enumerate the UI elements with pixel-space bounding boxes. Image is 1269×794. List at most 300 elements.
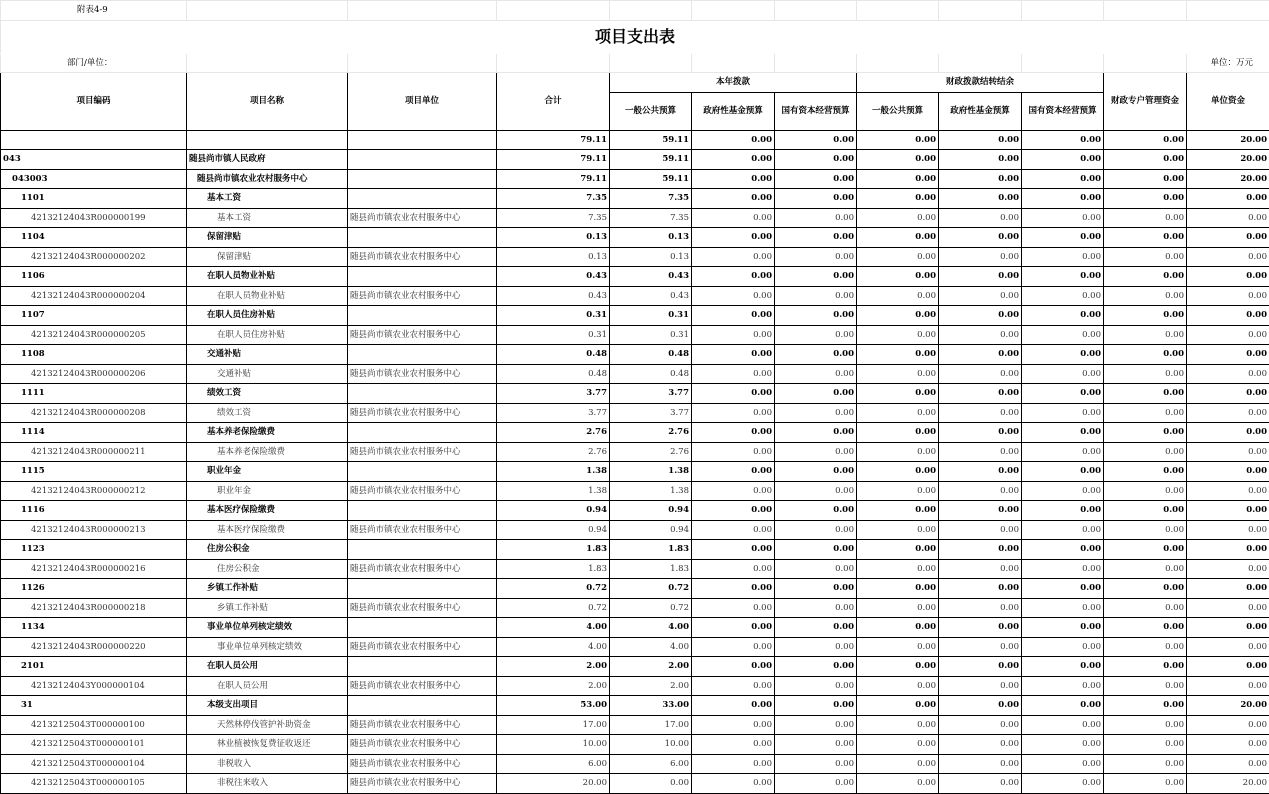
cell-name: 交通补贴	[187, 364, 348, 384]
cell-amount: 0.00	[775, 598, 857, 618]
cell-amount: 0.00	[857, 559, 939, 579]
cell-amount: 0.00	[939, 657, 1022, 677]
cell-code: 42132124043R000000211	[1, 442, 187, 462]
cell-amount: 0.00	[1104, 754, 1187, 774]
cell-amount: 0.00	[775, 520, 857, 540]
cell-amount: 0.00	[1104, 247, 1187, 267]
cell-amount: 0.00	[857, 657, 939, 677]
cell-amount: 0.00	[1187, 462, 1269, 482]
cell-amount: 0.00	[1022, 754, 1104, 774]
cell-amount: 0.00	[1022, 715, 1104, 735]
cell-amount: 0.00	[939, 306, 1022, 326]
cell-amount: 0.00	[939, 442, 1022, 462]
cell-amount: 0.00	[1104, 442, 1187, 462]
cell-amount: 0.00	[692, 520, 775, 540]
cell-code: 043003	[1, 169, 187, 189]
cell-unit: 随县尚市镇农业农村服务中心	[348, 676, 497, 696]
cell-amount: 0.00	[857, 189, 939, 209]
cell-amount: 0.00	[1104, 462, 1187, 482]
table-row	[1, 637, 1269, 657]
cell-amount: 0.00	[857, 579, 939, 599]
cell-code: 42132125043T000000105	[1, 774, 187, 794]
cell-amount: 0.00	[857, 696, 939, 716]
cell-code: 2101	[1, 657, 187, 677]
table-row	[1, 696, 1269, 716]
cell-code: 42132124043R000000220	[1, 637, 187, 657]
cell-code: 1104	[1, 228, 187, 248]
cell-name: 事业单位单列核定绩效	[187, 618, 348, 638]
header-g1-fund: 政府性基金预算	[692, 92, 775, 130]
dept-label: 部门/单位：	[1, 53, 187, 73]
cell-amount: 0.94	[610, 501, 692, 521]
cell-amount: 0.00	[1022, 462, 1104, 482]
cell-amount: 0.00	[857, 442, 939, 462]
cell-name: 乡镇工作补贴	[187, 579, 348, 599]
cell-amount: 0.00	[692, 364, 775, 384]
cell-amount: 53.00	[497, 696, 610, 716]
cell-amount: 2.76	[497, 442, 610, 462]
cell-amount: 0.00	[1187, 442, 1269, 462]
cell-amount: 0.72	[610, 598, 692, 618]
cell-name: 在职人员住房补贴	[187, 306, 348, 326]
cell-amount: 79.11	[497, 130, 610, 150]
cell-amount: 0.00	[1187, 403, 1269, 423]
table-row	[1, 384, 1269, 404]
cell-amount: 0.00	[775, 637, 857, 657]
cell-amount: 0.00	[775, 345, 857, 365]
cell-amount: 0.00	[692, 501, 775, 521]
cell-amount: 0.72	[497, 579, 610, 599]
cell-amount: 79.11	[497, 169, 610, 189]
cell-amount: 0.00	[939, 403, 1022, 423]
cell-code: 42132125043T000000101	[1, 735, 187, 755]
table-row	[1, 618, 1269, 638]
cell-code: 42132124043R000000218	[1, 598, 187, 618]
cell-amount: 0.00	[775, 169, 857, 189]
table-row	[1, 676, 1269, 696]
cell-amount: 0.00	[1187, 540, 1269, 560]
cell-name: 绩效工资	[187, 384, 348, 404]
cell-amount: 0.00	[1104, 325, 1187, 345]
cell-amount: 0.00	[857, 228, 939, 248]
cell-name: 保留津贴	[187, 247, 348, 267]
cell-amount: 0.00	[1187, 559, 1269, 579]
cell-amount: 0.00	[1022, 286, 1104, 306]
cell-unit: 随县尚市镇农业农村服务中心	[348, 286, 497, 306]
cell-amount: 20.00	[1187, 169, 1269, 189]
cell-amount: 6.00	[610, 754, 692, 774]
cell-amount: 0.00	[1022, 618, 1104, 638]
cell-amount: 0.00	[1104, 403, 1187, 423]
cell-amount: 0.48	[610, 364, 692, 384]
cell-amount: 0.00	[857, 462, 939, 482]
table-row	[1, 754, 1269, 774]
cell-unit	[348, 169, 497, 189]
cell-amount: 0.00	[1022, 520, 1104, 540]
cell-amount: 0.31	[497, 325, 610, 345]
cell-unit	[348, 150, 497, 170]
cell-amount: 0.00	[775, 754, 857, 774]
cell-code: 1114	[1, 423, 187, 443]
cell-amount: 17.00	[497, 715, 610, 735]
cell-amount: 0.00	[692, 442, 775, 462]
cell-amount: 0.43	[497, 286, 610, 306]
cell-amount: 0.00	[1022, 735, 1104, 755]
cell-name: 非税往来收入	[187, 774, 348, 794]
cell-code: 1101	[1, 189, 187, 209]
cell-code: 42132124043R000000204	[1, 286, 187, 306]
cell-amount: 0.00	[939, 384, 1022, 404]
cell-amount: 0.00	[939, 774, 1022, 794]
cell-name	[187, 130, 348, 150]
cell-amount: 0.00	[939, 364, 1022, 384]
cell-unit: 随县尚市镇农业农村服务中心	[348, 754, 497, 774]
cell-amount: 0.00	[775, 501, 857, 521]
table-row	[1, 442, 1269, 462]
cell-amount: 2.76	[610, 423, 692, 443]
table-row	[1, 579, 1269, 599]
cell-name: 在职人员物业补贴	[187, 286, 348, 306]
cell-amount: 0.00	[1104, 189, 1187, 209]
cell-amount: 1.38	[497, 462, 610, 482]
cell-amount: 0.00	[939, 345, 1022, 365]
cell-amount: 0.00	[1187, 423, 1269, 443]
cell-amount: 0.00	[775, 403, 857, 423]
cell-amount: 0.00	[775, 481, 857, 501]
cell-unit	[348, 579, 497, 599]
cell-amount: 2.00	[497, 676, 610, 696]
table-row	[1, 247, 1269, 267]
cell-unit	[348, 462, 497, 482]
cell-amount: 0.00	[857, 676, 939, 696]
cell-amount: 0.00	[1022, 657, 1104, 677]
cell-amount: 0.00	[775, 774, 857, 794]
header-code: 项目编码	[1, 73, 187, 131]
cell-amount: 0.00	[857, 384, 939, 404]
cell-name: 在职人员住房补贴	[187, 325, 348, 345]
cell-amount: 1.38	[497, 481, 610, 501]
cell-amount: 0.00	[1187, 618, 1269, 638]
cell-amount: 0.00	[939, 208, 1022, 228]
cell-amount: 0.00	[775, 715, 857, 735]
cell-amount: 0.00	[1104, 540, 1187, 560]
attachment-label: 附表4-9	[1, 1, 187, 21]
cell-amount: 1.83	[497, 540, 610, 560]
header-own-funds: 单位资金	[1187, 73, 1269, 131]
cell-unit: 随县尚市镇农业农村服务中心	[348, 598, 497, 618]
cell-name: 乡镇工作补贴	[187, 598, 348, 618]
cell-amount: 0.00	[692, 715, 775, 735]
cell-unit	[348, 618, 497, 638]
cell-amount: 0.00	[857, 208, 939, 228]
table-row	[1, 735, 1269, 755]
cell-amount: 0.00	[1022, 774, 1104, 794]
cell-name: 基本工资	[187, 208, 348, 228]
cell-amount: 0.72	[497, 598, 610, 618]
table-row	[1, 169, 1269, 189]
cell-amount: 0.00	[939, 247, 1022, 267]
cell-amount: 0.00	[857, 423, 939, 443]
cell-amount: 0.43	[610, 286, 692, 306]
cell-amount: 0.00	[939, 579, 1022, 599]
cell-amount: 0.00	[1022, 169, 1104, 189]
cell-amount: 0.00	[775, 676, 857, 696]
cell-name: 事业单位单列核定绩效	[187, 637, 348, 657]
cell-amount: 1.83	[610, 540, 692, 560]
cell-amount: 0.00	[1187, 189, 1269, 209]
cell-amount: 59.11	[610, 169, 692, 189]
cell-amount: 0.00	[775, 442, 857, 462]
cell-code: 1123	[1, 540, 187, 560]
cell-amount: 0.00	[939, 286, 1022, 306]
cell-amount: 0.00	[1022, 540, 1104, 560]
cell-amount: 0.00	[775, 462, 857, 482]
cell-amount: 0.00	[939, 169, 1022, 189]
cell-code: 1115	[1, 462, 187, 482]
cell-amount: 0.00	[692, 228, 775, 248]
cell-amount: 1.38	[610, 462, 692, 482]
cell-amount: 0.00	[1104, 267, 1187, 287]
cell-amount: 0.31	[497, 306, 610, 326]
cell-amount: 0.00	[692, 735, 775, 755]
header-group-carryover: 财政拨款结转结余	[857, 73, 1104, 93]
table-row	[1, 208, 1269, 228]
cell-unit: 随县尚市镇农业农村服务中心	[348, 364, 497, 384]
cell-amount: 0.00	[692, 696, 775, 716]
cell-amount: 0.00	[692, 169, 775, 189]
table-row	[1, 364, 1269, 384]
cell-unit: 随县尚市镇农业农村服务中心	[348, 247, 497, 267]
cell-unit	[348, 228, 497, 248]
cell-amount: 0.00	[1187, 364, 1269, 384]
table-row	[1, 267, 1269, 287]
cell-code: 1134	[1, 618, 187, 638]
cell-amount: 0.00	[939, 676, 1022, 696]
cell-name: 随县尚市镇人民政府	[187, 150, 348, 170]
cell-amount: 0.00	[692, 267, 775, 287]
cell-amount: 0.00	[1187, 481, 1269, 501]
cell-amount: 0.00	[1022, 442, 1104, 462]
cell-amount: 0.00	[775, 423, 857, 443]
cell-code: 1116	[1, 501, 187, 521]
header-total: 合计	[497, 73, 610, 131]
cell-amount: 0.00	[1022, 247, 1104, 267]
cell-unit	[348, 540, 497, 560]
header-g2-state: 国有资本经营预算	[1022, 92, 1104, 130]
cell-amount: 0.00	[692, 208, 775, 228]
cell-amount: 0.31	[610, 325, 692, 345]
cell-amount: 0.00	[1104, 676, 1187, 696]
cell-name: 基本医疗保险缴费	[187, 501, 348, 521]
cell-amount: 0.00	[692, 637, 775, 657]
cell-amount: 0.00	[1104, 286, 1187, 306]
cell-amount: 0.00	[1104, 306, 1187, 326]
cell-amount: 4.00	[497, 637, 610, 657]
cell-code: 42132124043Y000000104	[1, 676, 187, 696]
cell-amount: 0.00	[1022, 384, 1104, 404]
cell-amount: 0.00	[1187, 286, 1269, 306]
cell-amount: 0.00	[939, 540, 1022, 560]
cell-amount: 0.00	[1187, 598, 1269, 618]
cell-amount: 0.00	[692, 579, 775, 599]
cell-amount: 0.00	[775, 208, 857, 228]
cell-amount: 0.00	[1022, 228, 1104, 248]
cell-amount: 0.00	[1022, 130, 1104, 150]
cell-name: 住房公积金	[187, 559, 348, 579]
cell-amount: 0.00	[692, 384, 775, 404]
cell-amount: 0.43	[497, 267, 610, 287]
cell-amount: 33.00	[610, 696, 692, 716]
table-row	[1, 520, 1269, 540]
table-row	[1, 150, 1269, 170]
cell-amount: 0.00	[692, 286, 775, 306]
table-row	[1, 559, 1269, 579]
cell-code: 42132124043R000000199	[1, 208, 187, 228]
cell-amount: 0.00	[939, 598, 1022, 618]
cell-code: 42132125043T000000104	[1, 754, 187, 774]
cell-amount: 6.00	[497, 754, 610, 774]
cell-amount: 0.00	[857, 286, 939, 306]
cell-code: 42132124043R000000216	[1, 559, 187, 579]
cell-amount: 0.00	[857, 754, 939, 774]
cell-amount: 0.00	[857, 169, 939, 189]
cell-amount: 0.00	[1104, 579, 1187, 599]
cell-amount: 0.00	[939, 423, 1022, 443]
cell-amount: 0.00	[1187, 637, 1269, 657]
table-row	[1, 306, 1269, 326]
cell-unit	[348, 657, 497, 677]
cell-unit	[348, 306, 497, 326]
cell-amount: 0.00	[692, 325, 775, 345]
cell-amount: 0.00	[1187, 735, 1269, 755]
cell-amount: 0.00	[1187, 325, 1269, 345]
cell-amount: 0.00	[1187, 754, 1269, 774]
cell-name: 天然林停伐管护补助资金	[187, 715, 348, 735]
cell-amount: 0.00	[775, 325, 857, 345]
cell-amount: 0.00	[1022, 598, 1104, 618]
cell-amount: 0.00	[857, 364, 939, 384]
cell-code: 42132124043R000000202	[1, 247, 187, 267]
cell-amount: 0.00	[775, 540, 857, 560]
cell-amount: 0.00	[857, 520, 939, 540]
cell-amount: 0.00	[939, 754, 1022, 774]
cell-amount: 0.00	[692, 598, 775, 618]
cell-amount: 0.00	[1104, 559, 1187, 579]
table-row	[1, 501, 1269, 521]
cell-amount: 0.13	[610, 247, 692, 267]
cell-unit: 随县尚市镇农业农村服务中心	[348, 442, 497, 462]
cell-amount: 0.00	[1104, 228, 1187, 248]
cell-amount: 0.00	[857, 247, 939, 267]
cell-amount: 0.00	[857, 345, 939, 365]
cell-amount: 0.00	[775, 364, 857, 384]
cell-amount: 0.00	[1104, 364, 1187, 384]
table-row	[1, 228, 1269, 248]
cell-amount: 0.00	[1104, 735, 1187, 755]
cell-amount: 0.00	[1187, 715, 1269, 735]
cell-amount: 0.13	[497, 247, 610, 267]
cell-amount: 0.48	[497, 364, 610, 384]
cell-unit	[348, 345, 497, 365]
cell-amount: 7.35	[610, 189, 692, 209]
cell-amount: 59.11	[610, 150, 692, 170]
cell-amount: 0.00	[857, 774, 939, 794]
cell-amount: 3.77	[497, 403, 610, 423]
cell-amount: 1.83	[610, 559, 692, 579]
cell-amount: 0.00	[692, 403, 775, 423]
header-g2-general: 一般公共预算	[857, 92, 939, 130]
header-special-account: 财政专户管理资金	[1104, 73, 1187, 131]
cell-unit: 随县尚市镇农业农村服务中心	[348, 481, 497, 501]
cell-unit	[348, 696, 497, 716]
cell-code: 1126	[1, 579, 187, 599]
cell-amount: 0.00	[610, 774, 692, 794]
cell-unit	[348, 189, 497, 209]
cell-amount: 0.00	[1022, 189, 1104, 209]
cell-name: 基本养老保险缴费	[187, 423, 348, 443]
cell-amount: 0.00	[939, 267, 1022, 287]
cell-amount: 0.00	[1187, 345, 1269, 365]
cell-amount: 2.76	[497, 423, 610, 443]
cell-amount: 0.00	[775, 306, 857, 326]
cell-code: 1111	[1, 384, 187, 404]
cell-amount: 0.00	[939, 462, 1022, 482]
cell-amount: 0.00	[775, 618, 857, 638]
cell-amount: 0.00	[692, 618, 775, 638]
table-row	[1, 403, 1269, 423]
cell-amount: 0.00	[857, 403, 939, 423]
cell-amount: 1.83	[497, 559, 610, 579]
cell-unit: 随县尚市镇农业农村服务中心	[348, 735, 497, 755]
cell-amount: 0.00	[1187, 267, 1269, 287]
cell-amount: 0.00	[1187, 247, 1269, 267]
cell-code: 1107	[1, 306, 187, 326]
table-row	[1, 540, 1269, 560]
cell-amount: 0.00	[857, 598, 939, 618]
cell-amount: 0.00	[1187, 384, 1269, 404]
cell-amount: 59.11	[610, 130, 692, 150]
table-row	[1, 715, 1269, 735]
cell-amount: 7.35	[610, 208, 692, 228]
cell-amount: 0.00	[775, 130, 857, 150]
header-name: 项目名称	[187, 73, 348, 131]
cell-name: 基本工资	[187, 189, 348, 209]
cell-amount: 0.00	[692, 345, 775, 365]
cell-amount: 2.00	[497, 657, 610, 677]
cell-amount: 0.00	[692, 150, 775, 170]
header-g1-state: 国有资本经营预算	[775, 92, 857, 130]
cell-amount: 0.00	[692, 306, 775, 326]
unit-label: 单位：万元	[1187, 53, 1269, 73]
cell-amount: 0.00	[939, 481, 1022, 501]
cell-amount: 0.00	[1187, 208, 1269, 228]
cell-amount: 0.00	[1104, 598, 1187, 618]
cell-amount: 0.00	[1104, 208, 1187, 228]
cell-unit: 随县尚市镇农业农村服务中心	[348, 403, 497, 423]
cell-amount: 0.00	[1104, 481, 1187, 501]
cell-amount: 0.00	[857, 267, 939, 287]
cell-code	[1, 130, 187, 150]
cell-amount: 0.00	[1104, 618, 1187, 638]
cell-amount: 0.00	[1104, 169, 1187, 189]
cell-amount: 0.13	[610, 228, 692, 248]
cell-amount: 79.11	[497, 150, 610, 170]
cell-amount: 0.00	[692, 189, 775, 209]
cell-unit: 随县尚市镇农业农村服务中心	[348, 520, 497, 540]
cell-amount: 0.00	[1104, 130, 1187, 150]
cell-amount: 0.00	[857, 540, 939, 560]
cell-amount: 0.00	[1022, 208, 1104, 228]
